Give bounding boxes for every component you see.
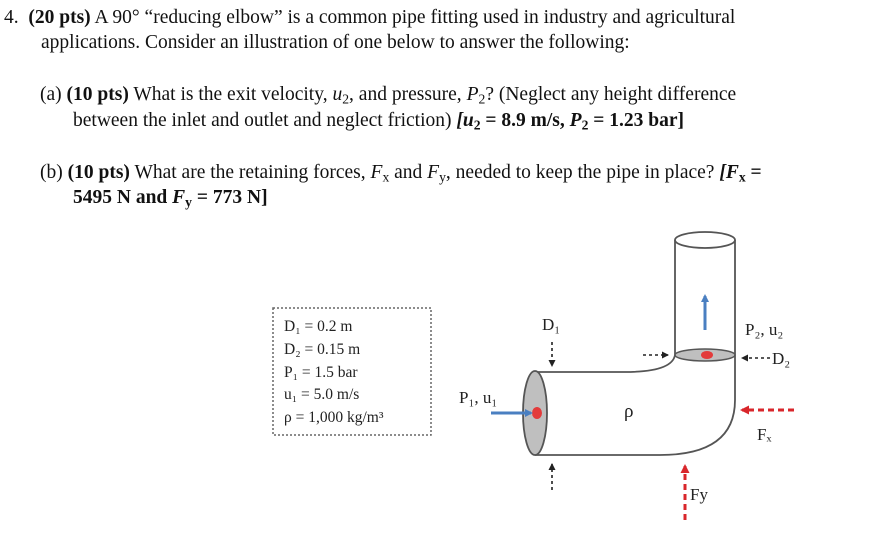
ans-eq: =	[750, 162, 762, 183]
problem-text-1: A 90° “reducing elbow” is a common pipe fitting used in industry and agricultural	[94, 7, 736, 28]
var-p2: P	[466, 84, 479, 105]
outlet-label: P₂, u₂	[745, 320, 784, 339]
given-d1: D₁ = 0.2 m	[284, 318, 353, 335]
ans-u-prefix: [u	[456, 110, 474, 131]
part-a-points: (10 pts)	[66, 84, 129, 105]
given-d2: D₂ = 0.15 m	[284, 341, 361, 358]
sub-y: y	[439, 169, 446, 185]
var-fy: F	[427, 162, 440, 183]
sub-x: x	[738, 169, 746, 185]
problem-text-2: applications. Consider an illustration of one below to answer the following:	[41, 32, 630, 53]
fy-label: Fy	[690, 485, 708, 504]
text-and: and	[394, 162, 423, 183]
part-b-question: What are the retaining forces,	[134, 162, 366, 183]
ans-fx-value: 5495 N and	[73, 187, 168, 208]
inlet-dot	[532, 407, 542, 419]
given-rho: ρ = 1,000 kg/m³	[284, 409, 384, 426]
part-b-question-end: , needed to keep the pipe in place?	[445, 162, 715, 183]
sub-y: y	[185, 194, 192, 210]
given-u1: u₁ = 5.0 m/s	[284, 386, 360, 403]
problem-points: (20 pts)	[28, 7, 91, 28]
sub-2: 2	[342, 91, 350, 107]
sub-2: 2	[478, 91, 486, 107]
problem-number: 4.	[4, 7, 19, 28]
outlet-dot	[701, 351, 713, 359]
var-u2: u	[332, 84, 343, 105]
ans-p-value: = 1.23 bar]	[593, 110, 685, 131]
text-and-pressure: , and pressure,	[349, 84, 462, 105]
fx-label: Fₓ	[757, 425, 772, 444]
var-fx: F	[370, 162, 383, 183]
part-b-label: (b)	[40, 162, 63, 183]
sub-x: x	[382, 169, 390, 185]
rho-label: ρ	[624, 401, 634, 422]
sub-2: 2	[473, 117, 481, 133]
ans-p-prefix: P	[569, 110, 582, 131]
inlet-label: P₁, u₁	[459, 388, 498, 407]
part-a-note: between the inlet and outlet and neglect friction)	[73, 110, 452, 131]
outlet-top-opening	[675, 232, 735, 248]
ans-u-value: = 8.9 m/s,	[485, 110, 565, 131]
part-a-question: What is the exit velocity,	[133, 84, 328, 105]
d1-label: D₁	[542, 315, 561, 334]
d2-label: D₂	[772, 349, 791, 368]
part-b-points: (10 pts)	[67, 162, 130, 183]
part-a-label: (a)	[40, 84, 62, 105]
part-a-question-end: ? (Neglect any height difference	[485, 84, 737, 105]
sub-2: 2	[581, 117, 589, 133]
ans-fy-value: = 773 N]	[196, 187, 268, 208]
ans-fy-var: F	[172, 187, 186, 208]
ans-fx-prefix: [F	[719, 162, 739, 183]
given-p1: P₁ = 1.5 bar	[284, 364, 358, 381]
given-values	[284, 318, 384, 426]
